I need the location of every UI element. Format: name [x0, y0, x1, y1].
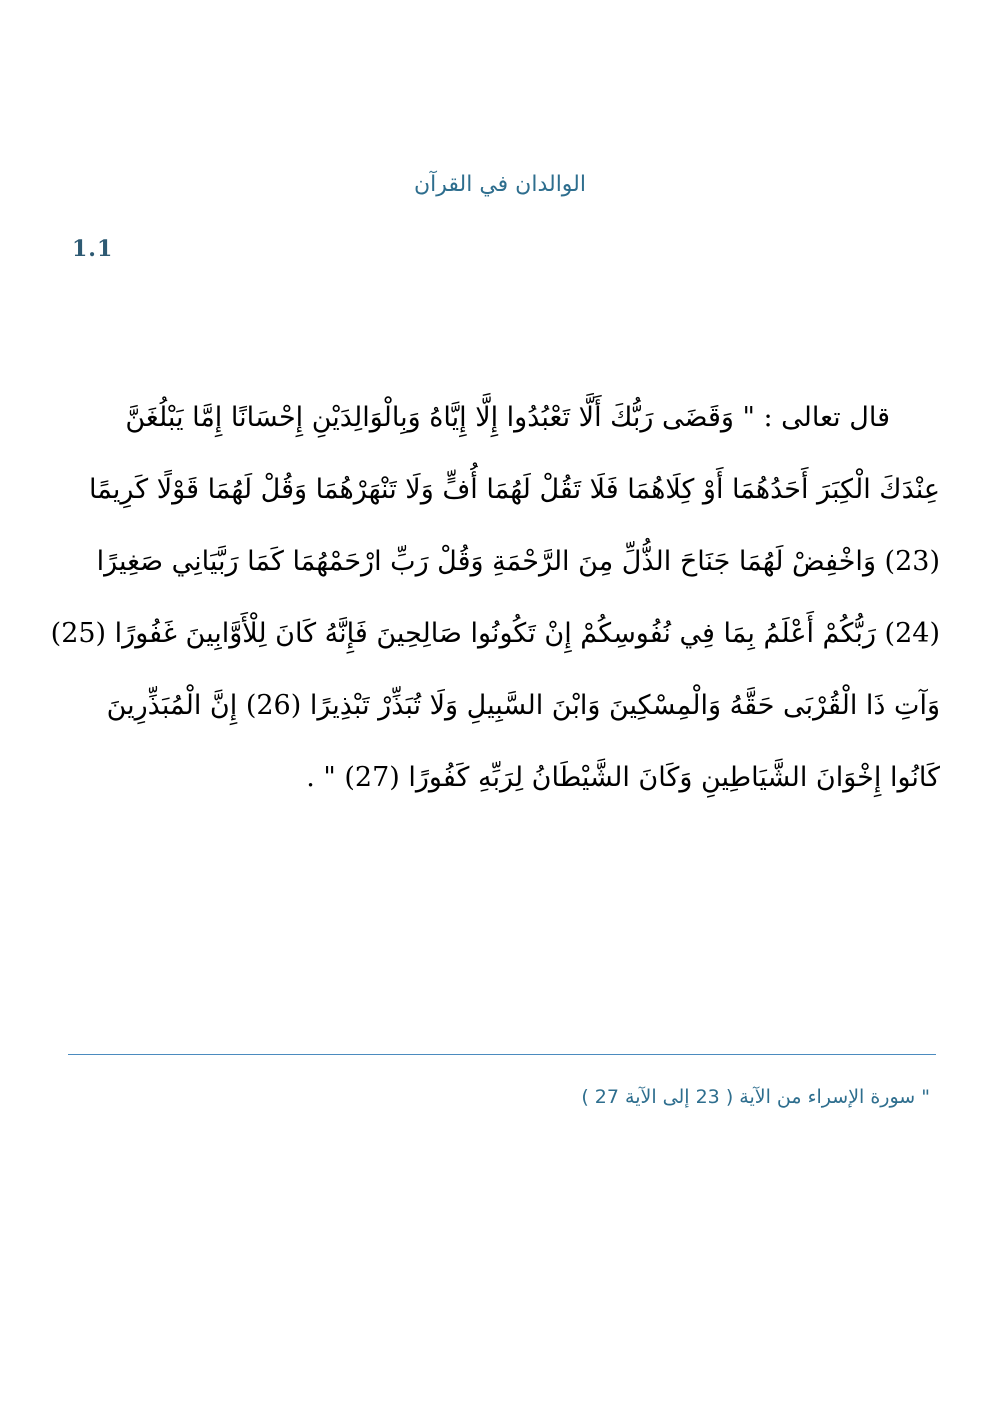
page-title: الوالدان في القرآن: [413, 172, 586, 197]
verse-line-6: كَانُوا إِخْوَانَ الشَّيَاطِينِ وَكَانَ الشَّيْطَانُ لِرَبِّهِ كَفُورًا (27) " .: [306, 762, 940, 793]
verse-line-4: (24) رَبُّكُمْ أَعْلَمُ بِمَا فِي نُفُوسِكُمْ إِنْ تَكُونُوا صَالِحِينَ فَإِنَّهُ كَانَ لِلْأَوَّابِينَ غَفُورًا (25): [50, 618, 940, 649]
footnote-reference: " سورة الإسراء من الآية ( 23 إلى الآية 27 ): [581, 1086, 930, 1108]
footnote-separator: [68, 1054, 936, 1055]
section-number: 1.1: [72, 236, 114, 262]
quran-verse-block: [50, 382, 940, 814]
verse-line-1: قال تعالى : " وَقَضَى رَبُّكَ أَلَّا تَعْبُدُوا إِلَّا إِيَّاهُ وَبِالْوَالِدَيْنِ إِحْسَانًا إِمَّا يَبْلُغَنَّ: [125, 402, 890, 433]
verse-line-2: عِنْدَكَ الْكِبَرَ أَحَدُهُمَا أَوْ كِلَاهُمَا فَلَا تَقُلْ لَهُمَا أُفٍّ وَلَا تَنْهَرْهُمَا وَقُلْ لَهُمَا قَوْلًا كَرِيمًا: [89, 474, 940, 505]
verse-line-5: وَآتِ ذَا الْقُرْبَى حَقَّهُ وَالْمِسْكِينَ وَابْنَ السَّبِيلِ وَلَا تُبَذِّرْ تَبْذِيرًا (26) إِنَّ الْمُبَذِّرِينَ: [106, 690, 940, 721]
verse-line-3: (23) وَاخْفِضْ لَهُمَا جَنَاحَ الذُّلِّ مِنَ الرَّحْمَةِ وَقُلْ رَبِّ ارْحَمْهُمَا كَمَا رَبَّيَانِي صَغِيرًا: [96, 546, 940, 577]
